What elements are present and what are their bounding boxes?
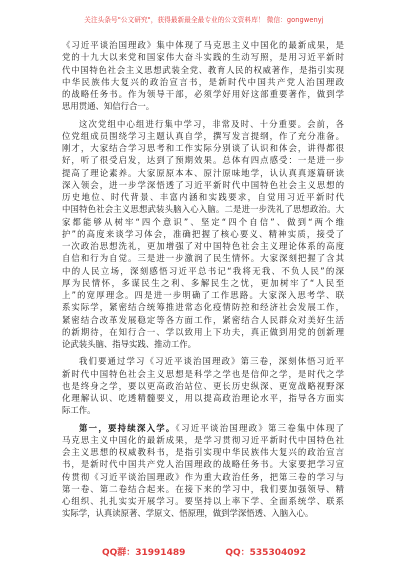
section-lead: 第一，要持续深入学。 <box>79 422 176 433</box>
document-body <box>62 39 344 525</box>
text-line: 这次党组中心组进行集中学习，非常及时、十分重要。会前，各 <box>79 118 344 129</box>
text-line: 代中国特色社会主义思想武装全党、教育人民的权威著作，是指引实现 <box>62 64 344 75</box>
text-line: 厚为民情怀，多谋民生之利、多解民生之忧，更加树牢了“人民至 <box>62 277 344 288</box>
text-line: 论武装头脑、指导实践、推动工作。 <box>62 339 196 349</box>
text-line: 新时代中国特色社会主义思想是科学之学也是信仰之学，是时代之学 <box>62 368 344 379</box>
paragraph <box>62 118 344 351</box>
text-line: 际工作。 <box>62 405 96 416</box>
text-line: 的战略任务书。作为领导干部，必须学好用好这部重要著作，做到学 <box>62 89 344 99</box>
text-line: 化理解认识、吃透精髓要义，用以提高政治理论水平，指导各方面实 <box>62 393 344 403</box>
text-line <box>62 422 344 434</box>
page-header <box>0 0 408 38</box>
text-line: 上”的宽厚理念。四是进一步明确了工作思路。大家深入思考学、联 <box>62 290 344 300</box>
text-line: 《习近平谈治国理政》集中体现了马克思主义中国化的最新成果，是 <box>62 40 344 50</box>
text-line: 书，是新时代中国共产党人治国理政的战略任务书。大家要把学习宣 <box>62 459 344 470</box>
text-line: 紧密结合改革发展稳定等各方面工作，紧密结合人民群众对美好生活 <box>62 314 344 325</box>
text-line: 护”的高度来谈学习体会，准确把握了核心要义、精神实质，接受了 <box>62 228 344 239</box>
text-line: 中的人民立场，深刻感悟习近平总书记“我将无我、不负人民”的深 <box>62 265 344 276</box>
header-notice: 关注头条号"公文研究"，获得最新最全最专业的公文资料库！ 微信：gongwenyj <box>84 16 324 24</box>
paragraph <box>62 355 344 416</box>
qq-group-number: QQ群：31991489 <box>101 548 186 558</box>
text-line: 深入领会，进一步学深悟透了习近平新时代中国特色社会主义思想的 <box>62 179 344 190</box>
text-line: 位党组成员围绕学习主题认真自学，撰写发言提纲，作了充分准备。 <box>62 130 344 141</box>
page-footer <box>0 545 408 567</box>
text-line: 提高了理论素养。大家原原本本、原汁原味地学，认认真真逐篇研读 <box>62 167 344 178</box>
text-line: 中国特色社会主义思想武装头脑入心入脑。二是进一步洗礼了思想政治。大 <box>62 204 344 215</box>
text-line: 也是终身之学，要以更高政治站位、更长历史纵深、更宽战略视野深 <box>62 380 344 391</box>
text-line: 刚才，大家结合学习思考和工作实际分别谈了认识和体会，讲得都很 <box>62 143 344 153</box>
text-line: 好，听了很受启发，达到了预期效果。总体有四点感受：一是进一步 <box>62 155 344 166</box>
text-line: 党的十九大以来党和国家伟大奋斗实践的生动写照，是用习近平新时 <box>62 52 344 63</box>
text-line: 实际学，认真读原著、学原文、悟原理，做到学深悟透、入脑入心。 <box>62 508 314 519</box>
text-line: 会主义思想的权威教科书，是指引实现中华民族伟大复兴的政治宣言 <box>62 447 344 457</box>
text-line: 心组织、扎扎实实开展学习。要坚持以上率下学、全面系统学、联系 <box>62 496 344 506</box>
qq-number: QQ：535304092 <box>225 548 307 558</box>
text-line: 第一卷、第二卷结合起来。在接下来的学习中，我们要加强领导、精 <box>62 483 344 494</box>
text-line: 思用贯通、知信行合一。 <box>62 101 155 112</box>
text-line: 一次政治思想洗礼，更加增强了对中国特色社会主义理论体系的高度 <box>62 241 344 251</box>
text-line: 系实际学，紧密结合统筹推进常态化疫情防控和经济社会发展工作， <box>62 302 344 313</box>
text-line: 历史地位、时代背景、丰富内涵和实践要求，自觉用习近平新时代 <box>62 192 344 202</box>
text-line: 我们要通过学习《习近平谈治国理政》第三卷，深刻体悟习近平 <box>79 356 344 367</box>
text-line: 马克思主义中国化的最新成果，是学习贯彻习近平新时代中国特色社 <box>62 434 344 445</box>
text-line: 家都能够从树牢“四个意识”、坚定“四个自信”、做到“两个维 <box>62 216 344 227</box>
paragraph <box>62 422 344 520</box>
text-line: 传贯彻《习近平谈治国理政》作为重大政治任务，把第三卷的学习与 <box>62 471 344 482</box>
paragraph <box>62 39 344 113</box>
text-line: 中华民族伟大复兴的政治宣言书，是新时代中国共产党人治国理政 <box>62 76 344 87</box>
text-segment: 《习近平谈治国理政》第三卷集中体现了 <box>175 422 344 433</box>
text-line: 自信和行为自觉。三是进一步激润了民生情怀。大家深刻把握了含其 <box>62 253 344 264</box>
text-line: 的新期待，在知行合一、学以致用上下功夫，真正做到用党的创新理 <box>62 326 344 337</box>
